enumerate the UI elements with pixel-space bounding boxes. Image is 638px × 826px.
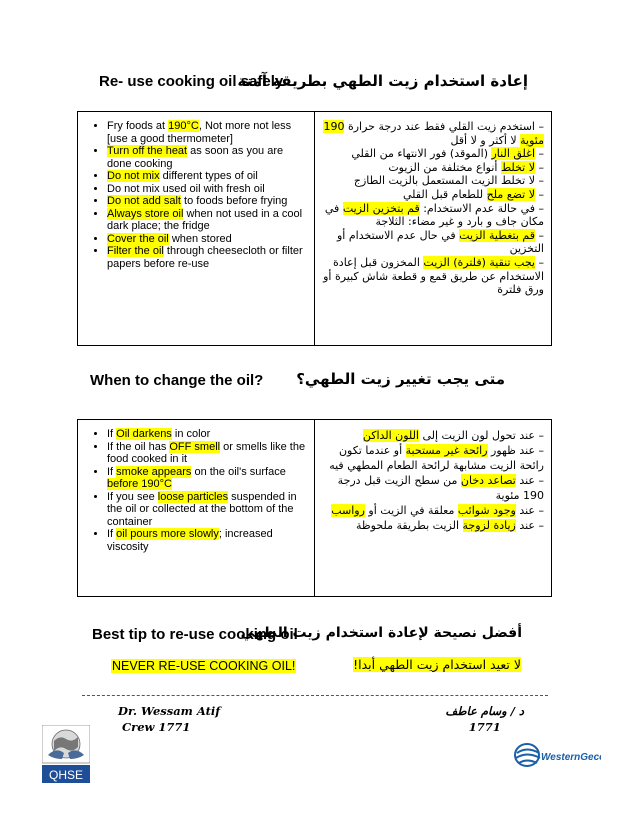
text-run: للطعام قبل القلي (402, 187, 487, 201)
text-run: – عند (515, 504, 544, 517)
highlighted-text: لا تضع ملح (486, 187, 535, 201)
highlighted-text: زيادة لزوجة (462, 519, 516, 532)
list-item (322, 202, 544, 229)
highlighted-text: تصاعد دخان (460, 474, 516, 487)
list-item (107, 428, 310, 441)
text-run: في مكان جاف و بارد و غير مضاء: الثلاجة (324, 201, 544, 229)
highlighted-text: Turn off the heat (107, 145, 188, 157)
highlighted-text: Oil darkens (116, 428, 172, 440)
text-run: من سطح الزيت قبل درجة 190 مئوية (337, 474, 544, 502)
highlighted-text: Always store oil (107, 207, 184, 220)
text-run: when stored (168, 232, 232, 245)
list-item (107, 170, 310, 183)
highlighted-text: Cover the oil (107, 232, 169, 245)
list-item (322, 188, 544, 202)
highlighted-text: اغلق النار (491, 147, 535, 161)
list-item (107, 208, 310, 233)
text-run: – عند تحول لون الزيت إلى (418, 429, 544, 442)
list-item (107, 491, 310, 529)
text-run: – (535, 255, 544, 269)
highlighted-text: Do not mix (107, 170, 160, 182)
text-run: when not used in a cool dark place; the fridge (107, 207, 303, 232)
list-item (322, 120, 544, 147)
text-run: المخزون قبل إعادة الاستخدام عن طريق قمع و قطعة شاش كبيرة أو ورق فلترة (323, 255, 544, 297)
tip-ar: لا تعيد استخدام زيت الطهي أبدا! (353, 657, 521, 672)
text-run: – عند (515, 474, 544, 487)
section1-list-ar (322, 120, 544, 297)
text-run: as soon as you are done cooking (107, 145, 284, 170)
list-item (322, 428, 544, 443)
text-run: (الموقد) فور الانتهاء من القلي (351, 147, 492, 161)
section1-title-ar: إعادة استخدام زيت الطهي بطريقة آمنة (237, 72, 528, 90)
list-item (322, 503, 544, 518)
text-run: – عند ظهور (487, 444, 544, 457)
text-run: If you see (107, 490, 158, 503)
text-run: – (535, 187, 544, 201)
list-item (322, 256, 544, 297)
text-run: suspended in the oil or collected at the bottom of the container (107, 490, 297, 528)
author-name-en: Dr. Wessam Atif (118, 704, 221, 718)
text-run: الزيت بطريقة ملحوظة (356, 519, 463, 532)
qhse-label: QHSE (48, 768, 84, 782)
footer-author-en (118, 703, 220, 735)
text-run: – عند (515, 519, 544, 532)
list-item (107, 441, 310, 466)
section2-title-ar: متى يجب تغيير زيت الطهي؟ (296, 370, 505, 388)
text-run: – لا تخلط الزيت المستعمل بالزيت الطازج (353, 174, 544, 188)
list-item (322, 443, 544, 473)
text-run: – (535, 160, 544, 174)
text-run: معلقة في الزيت أو (364, 504, 458, 517)
list-item (322, 473, 544, 503)
list-item (107, 528, 310, 553)
text-run: on the oil's surface (191, 465, 286, 478)
tip-en: NEVER RE-USE COOKING OIL! (112, 659, 296, 673)
section1-bullets-en (84, 120, 310, 270)
section3-title-en: Best tip to re-use cooking oil (92, 626, 298, 643)
text-run: في حال عدم الاستخدام أو التخزين (336, 228, 544, 256)
text-run: If (107, 528, 117, 540)
highlighted-text: loose particles (157, 490, 229, 503)
text-run: – (535, 147, 544, 161)
highlighted-text: 190°C (168, 120, 199, 132)
text-run: If the oil has (107, 440, 170, 453)
westerngeco-swoosh-icon (513, 740, 601, 770)
highlighted-text: OFF smell (169, 440, 221, 453)
text-run: Do not mix used oil with fresh oil (107, 182, 265, 195)
crew-en: Crew 1771 (122, 720, 191, 734)
section1-divider (314, 112, 315, 345)
footer-author-ar (445, 703, 524, 735)
text-run: أو عندما تكون رائحة الزيت مشابهة لرائحة الطعام المطهي فيه (329, 444, 544, 472)
section3-title-ar: أفضل نصيحة لإعادة استخدام زيت الطهي (240, 625, 522, 641)
list-item (107, 233, 310, 246)
text-run: Fry foods at (107, 120, 169, 132)
highlighted-text: oil pours more slowly (116, 528, 219, 540)
text-run: – في حالة عدم الاستخدام: (419, 201, 544, 215)
section1-list-en (84, 120, 310, 270)
section2-title-en: When to change the oil? (90, 372, 264, 389)
text-run: to foods before frying (181, 195, 288, 207)
list-item (107, 120, 310, 145)
list-item (107, 245, 310, 270)
crew-ar: 1771 (468, 720, 501, 734)
list-item (322, 161, 544, 175)
text-run: – استخدم زيت القلي فقط عند درجة حرارة (344, 120, 544, 133)
section2-divider (314, 420, 315, 596)
list-item (322, 147, 544, 161)
qhse-globe-icon (42, 725, 90, 783)
list-item (107, 466, 310, 491)
text-run: – (535, 228, 544, 242)
section1-box (77, 111, 552, 346)
text-run: or smells like the food cooked in it (107, 440, 306, 465)
highlighted-text: قم بتخزين الزيت (342, 201, 420, 215)
list-item (322, 229, 544, 256)
westerngeco-logo (513, 740, 601, 770)
highlighted-text: Do not add salt (107, 195, 181, 207)
list-item (107, 195, 310, 208)
highlighted-text: 190 مئوية (323, 120, 544, 147)
footer-divider (82, 695, 548, 696)
text-run: لا أكثر و لا أقل (450, 133, 521, 147)
highlighted-text: before 190°C (107, 478, 172, 490)
text-run: in color (171, 428, 211, 440)
highlighted-text: smoke appears (116, 465, 192, 478)
highlighted-text: اللون الداكن (362, 429, 419, 442)
list-item (107, 145, 310, 170)
list-item (322, 174, 544, 188)
highlighted-text: قم بتغطية الزيت (459, 228, 535, 242)
section2-list-en (84, 428, 310, 553)
author-name-ar: د / وسام عاطف (445, 704, 524, 718)
text-run: ; increased viscosity (107, 528, 273, 553)
highlighted-text: Filter the oil (107, 245, 164, 257)
section2-box (77, 419, 552, 597)
text-run: If (107, 465, 117, 478)
highlighted-text: رواسب (331, 504, 365, 517)
qhse-logo (42, 725, 90, 783)
highlighted-text: رائحة غير مستحبة (405, 444, 488, 457)
list-item (322, 518, 544, 533)
highlighted-text: يجب تنقية (فلترة) الزيت (423, 255, 535, 269)
text-run: different types of oil (159, 170, 258, 182)
text-run: , Not more not less [use a good thermometer] (107, 120, 292, 145)
westerngeco-label: WesternGeco (541, 752, 601, 763)
text-run: أنواع مختلفة من الزيوت (388, 160, 501, 174)
list-item (107, 183, 310, 196)
text-run: If (107, 428, 117, 440)
highlighted-text: وجود شوائب (457, 504, 516, 517)
section1-title-en: Re- use cooking oil safely (99, 73, 284, 90)
text-run: through cheesecloth or filter papers before re-use (107, 245, 303, 270)
section2-bullets-en (84, 428, 310, 553)
section2-list-ar (322, 428, 544, 533)
highlighted-text: لا تخلط (500, 160, 535, 174)
